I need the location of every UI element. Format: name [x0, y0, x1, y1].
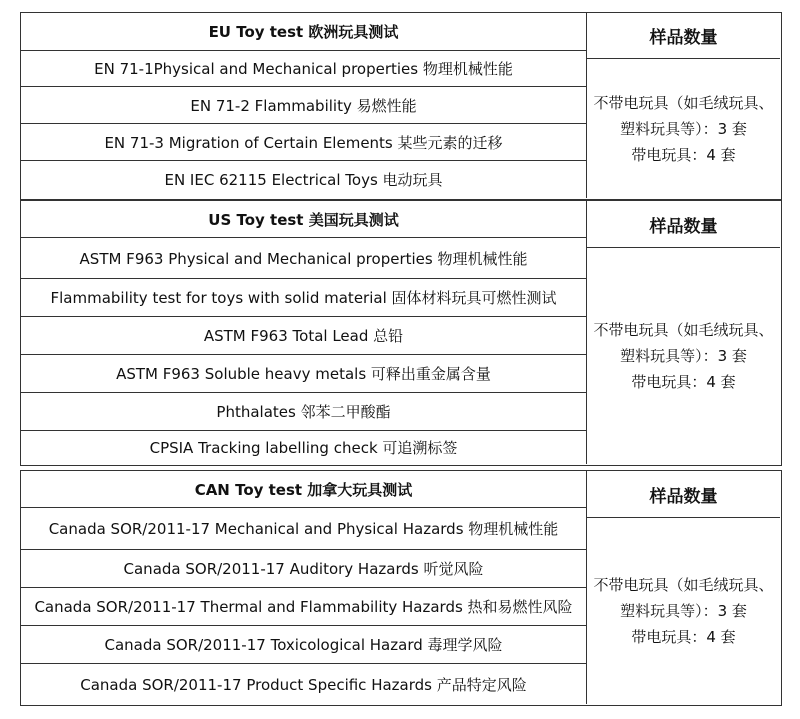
can-item-3: Canada SOR/2011-17 Thermal and Flammability Hazards 热和易燃性风险 — [21, 588, 587, 626]
can-sample-line-3: 带电玩具：4 套 — [631, 628, 736, 646]
can-sample-line-2: 塑料玩具等）：3 套 — [620, 602, 747, 620]
us-item-1: ASTM F963 Physical and Mechanical properties 物理机械性能 — [21, 238, 587, 279]
eu-item-4: EN IEC 62115 Electrical Toys 电动玩具 — [21, 161, 587, 198]
us-sample-line-1: 不带电玩具（如毛绒玩具、 — [593, 321, 774, 339]
can-sample-line-1: 不带电玩具（如毛绒玩具、 — [593, 576, 774, 594]
us-section — [20, 200, 782, 466]
can-section-header: CAN Toy test 加拿大玩具测试 — [21, 471, 587, 508]
eu-item-2: EN 71-2 Flammability 易燃性能 — [21, 87, 587, 124]
can-sample-header: 样品数量 — [587, 471, 780, 518]
eu-sample-quantity — [587, 59, 780, 198]
can-section — [20, 470, 782, 706]
eu-section — [20, 12, 782, 200]
can-sample-quantity — [587, 518, 780, 704]
us-item-5: Phthalates 邻苯二甲酸酯 — [21, 393, 587, 431]
can-item-5: Canada SOR/2011-17 Product Specific Hazards 产品特定风险 — [21, 664, 587, 704]
eu-section-header: EU Toy test 欧洲玩具测试 — [21, 13, 587, 51]
eu-sample-header: 样品数量 — [587, 13, 780, 59]
us-item-6: CPSIA Tracking labelling check 可追溯标签 — [21, 431, 587, 464]
eu-sample-line-1: 不带电玩具（如毛绒玩具、 — [593, 93, 774, 112]
us-sample-line-3: 带电玩具：4 套 — [631, 373, 736, 391]
eu-sample-line-2: 塑料玩具等）：3 套 — [620, 119, 747, 138]
us-item-3: ASTM F963 Total Lead 总铅 — [21, 317, 587, 355]
us-section-header: US Toy test 美国玩具测试 — [21, 201, 587, 238]
eu-sample-line-3: 带电玩具：4 套 — [631, 145, 736, 164]
us-item-4: ASTM F963 Soluble heavy metals 可释出重金属含量 — [21, 355, 587, 393]
eu-item-3: EN 71-3 Migration of Certain Elements 某些元素的迁移 — [21, 124, 587, 161]
can-item-1: Canada SOR/2011-17 Mechanical and Physical Hazards 物理机械性能 — [21, 508, 587, 550]
us-item-2: Flammability test for toys with solid material 固体材料玩具可燃性测试 — [21, 279, 587, 317]
can-item-2: Canada SOR/2011-17 Auditory Hazards 听觉风险 — [21, 550, 587, 588]
can-item-4: Canada SOR/2011-17 Toxicological Hazard 毒理学风险 — [21, 626, 587, 664]
us-sample-header: 样品数量 — [587, 201, 780, 248]
eu-item-1: EN 71-1Physical and Mechanical properties 物理机械性能 — [21, 51, 587, 87]
us-sample-quantity — [587, 248, 780, 464]
us-sample-line-2: 塑料玩具等）：3 套 — [620, 347, 747, 365]
